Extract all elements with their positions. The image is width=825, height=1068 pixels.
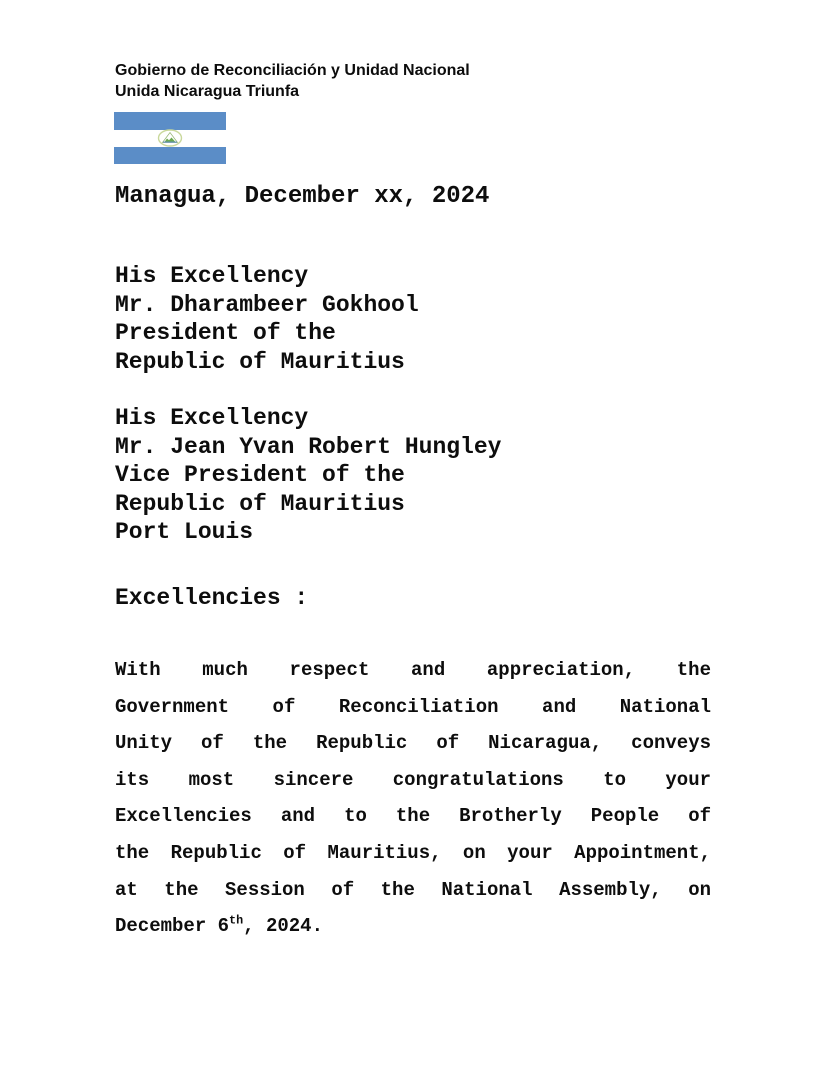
recipient-block-president <box>115 262 419 376</box>
recipient-block-vice-president <box>115 404 501 547</box>
recipient-country: Republic of Mauritius <box>115 348 405 375</box>
body-last-line-text: December 6 <box>115 915 230 938</box>
body-last-line <box>115 908 711 945</box>
body-line: its most sincere congratulations to your <box>115 768 711 791</box>
ordinal-superscript: th <box>229 913 244 928</box>
recipient-city: Port Louis <box>115 519 254 545</box>
recipient-name: Mr. Dharambeer Gokhool <box>115 291 419 318</box>
recipient-name: Mr. Jean Yvan Robert Hungley <box>115 433 502 460</box>
recipient-country: Republic of Mauritius <box>115 490 405 517</box>
body-line: the Republic of Mauritius, on your Appointment, <box>115 841 711 864</box>
salutation: Excellencies : <box>115 585 309 611</box>
body-line: at the Session of the National Assembly, on <box>115 878 711 901</box>
date-line: Managua, December xx, 2024 <box>115 183 490 210</box>
body-line: Excellencies and to the Brotherly People of <box>115 805 711 828</box>
recipient-title: His Excellency <box>115 405 309 431</box>
body-last-line-end: , 2024. <box>243 915 323 938</box>
recipient-title: His Excellency <box>115 263 309 289</box>
nicaragua-flag-icon <box>114 112 226 164</box>
letterhead-line-2: Unida Nicaragua Triunfa <box>115 83 300 100</box>
recipient-role: President of the <box>115 320 336 346</box>
recipient-role: Vice President of the <box>115 462 405 488</box>
letter-body <box>115 652 711 945</box>
letterhead <box>115 60 470 102</box>
letterhead-line-1: Gobierno de Reconciliación y Unidad Nacional <box>115 62 470 79</box>
body-line: Government of Reconciliation and National <box>115 695 711 718</box>
body-line: Unity of the Republic of Nicaragua, conveys <box>115 732 711 755</box>
body-line: With much respect and appreciation, the <box>115 659 711 681</box>
